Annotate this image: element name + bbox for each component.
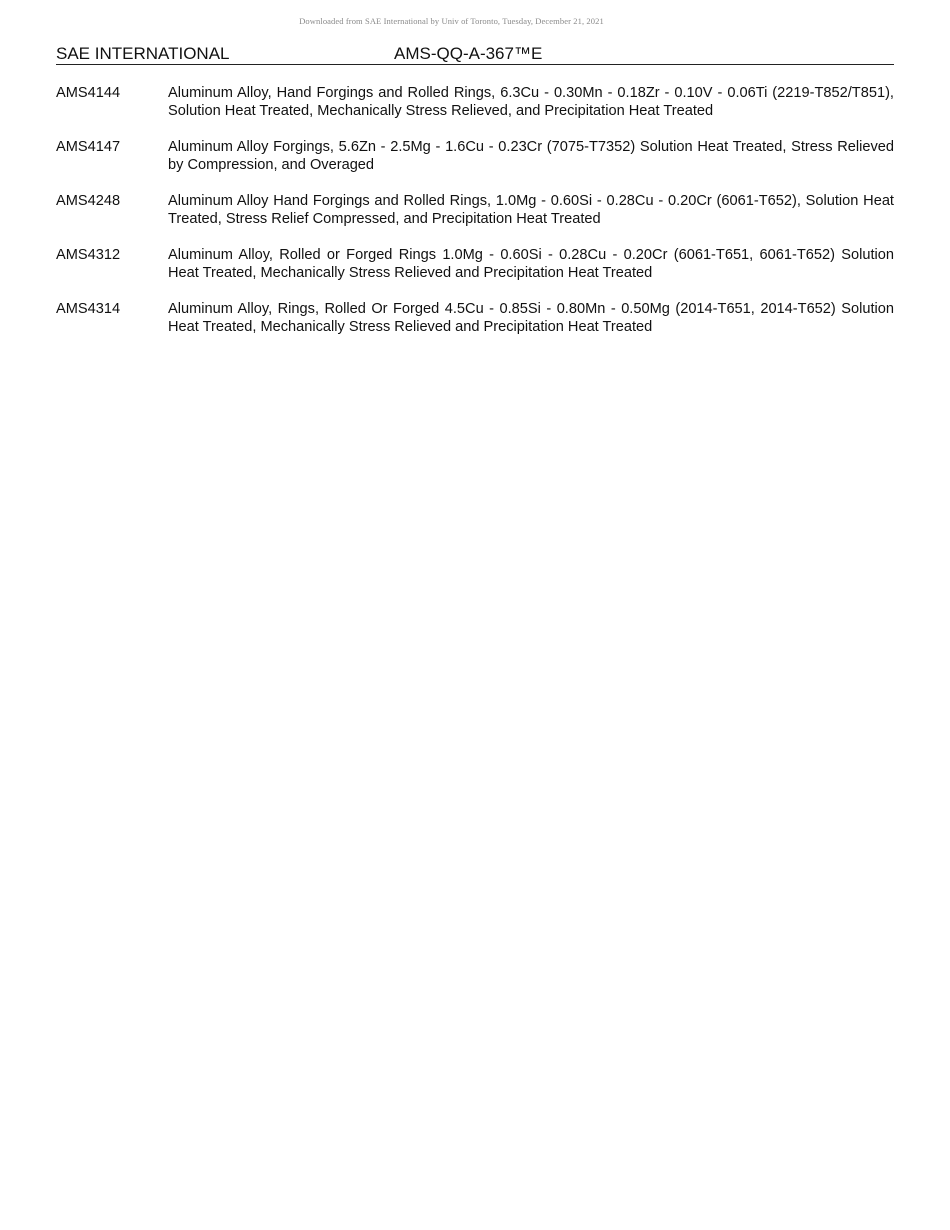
document-number: AMS-QQ-A-367™E — [394, 44, 543, 63]
reference-entry — [56, 246, 894, 282]
reference-description: Aluminum Alloy, Rings, Rolled Or Forged 4.5Cu - 0.85Si - 0.80Mn - 0.50Mg (2014-T651, 2014-T652) Solution Heat Treated, Mechanically Stress Relieved and Precipitation Heat Treated — [168, 301, 894, 335]
reference-code: AMS4144 — [56, 85, 121, 101]
organization-name: SAE INTERNATIONAL — [56, 44, 230, 63]
reference-code: AMS4314 — [56, 301, 121, 317]
reference-list — [56, 84, 894, 354]
reference-entry — [56, 300, 894, 336]
reference-entry — [56, 84, 894, 120]
reference-code: AMS4312 — [56, 247, 121, 263]
reference-entry — [56, 192, 894, 228]
reference-entry — [56, 138, 894, 174]
reference-description: Aluminum Alloy Hand Forgings and Rolled Rings, 1.0Mg - 0.60Si - 0.28Cu - 0.20Cr (6061-T652), Solution Heat Treated, Stress Relief Compressed, and Precipitation Heat Treated — [168, 193, 894, 227]
download-watermark: Downloaded from SAE International by Univ of Toronto, Tuesday, December 21, 2021 — [299, 16, 604, 26]
reference-description: Aluminum Alloy, Rolled or Forged Rings 1.0Mg - 0.60Si - 0.28Cu - 0.20Cr (6061-T651, 6061-T652) Solution Heat Treated, Mechanically Stress Relieved and Precipitation Heat Treated — [168, 247, 894, 281]
page-header — [56, 44, 894, 65]
reference-code: AMS4248 — [56, 193, 121, 209]
reference-code: AMS4147 — [56, 139, 121, 155]
reference-description: Aluminum Alloy Forgings, 5.6Zn - 2.5Mg - 1.6Cu - 0.23Cr (7075-T7352) Solution Heat Treated, Stress Relieved by Compression, and Overaged — [168, 139, 894, 173]
reference-description: Aluminum Alloy, Hand Forgings and Rolled Rings, 6.3Cu - 0.30Mn - 0.18Zr - 0.10V - 0.06Ti (2219-T852/T851), Solution Heat Treated, Mechanically Stress Relieved, and Precipitation Heat Treated — [168, 85, 894, 119]
